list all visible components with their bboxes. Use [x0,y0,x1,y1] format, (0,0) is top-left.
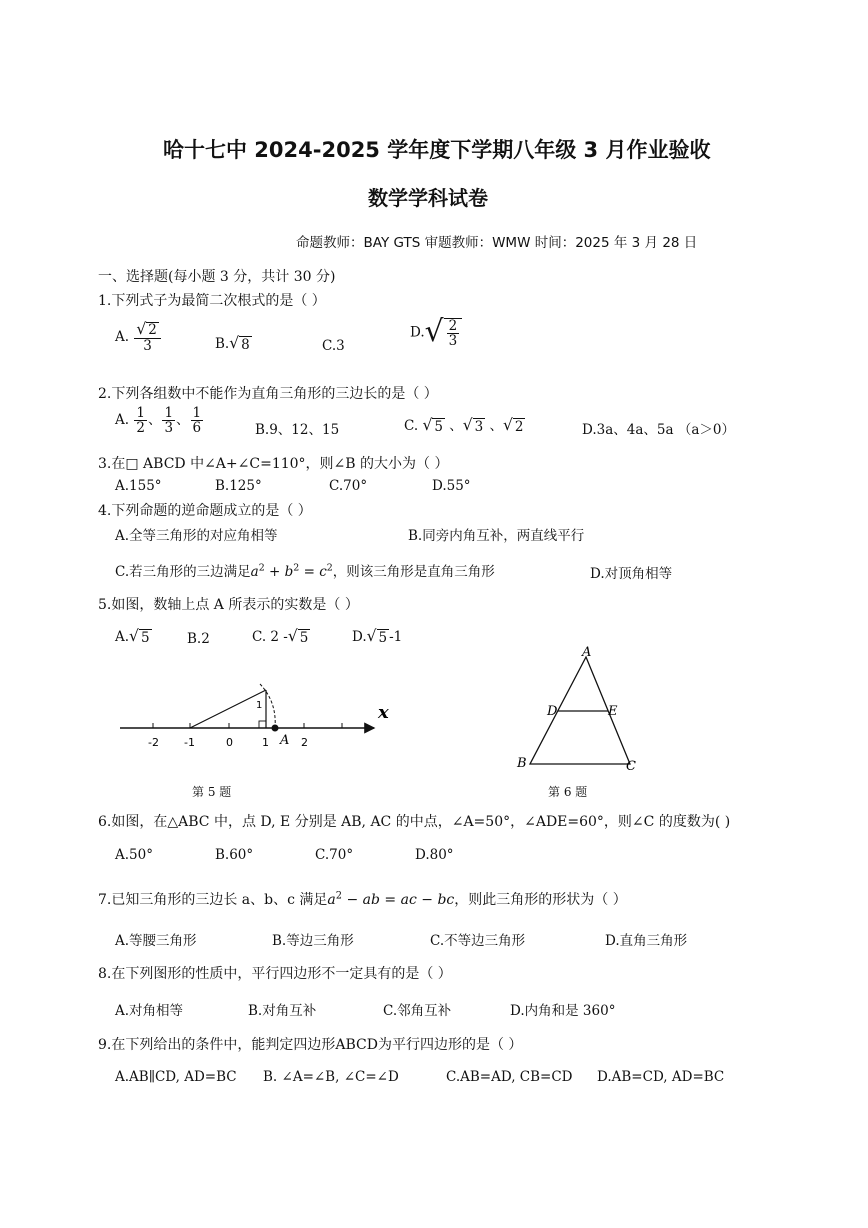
q2-option-c[interactable]: C. √ 5 、 √ 3 、 √ 2 [404,416,524,435]
q3-option-d[interactable]: D.55° [432,478,471,494]
q6-option-d[interactable]: D.80° [415,847,454,863]
page-title: 哈十七中 2024-2025 学年度下学期八年级 3 月作业验收 [163,138,711,162]
label-e: E [608,704,618,719]
figure-6-triangle [512,645,642,775]
label-c: C [626,759,636,774]
q9-option-c[interactable]: C.AB=AD, CB=CD [446,1069,573,1085]
figure-5-caption: 第 5 题 [192,785,232,799]
question-6-stem: 6.如图，在△ABC 中，点 D, E 分别是 AB, AC 的中点，∠A=50°，∠ADE=60°，则∠C 的度数为( ) [98,814,731,830]
question-1-stem: 1.下列式子为最简二次根式的是（ ） [98,293,326,309]
question-8-stem: 8.在下列图形的性质中，平行四边形不一定具有的是（ ） [98,966,452,982]
sqrt: √ 8 [229,334,250,353]
page-subtitle: 数学学科试卷 [368,186,488,210]
q7-option-b[interactable]: B.等边三角形 [272,933,354,949]
q5-option-c[interactable]: C. 2 - √ 5 [252,627,309,646]
q2-option-b[interactable]: B.9、12、15 [255,422,340,438]
q7-option-d[interactable]: D.直角三角形 [605,933,688,949]
q5-option-d[interactable]: D. √ 5 -1 [352,627,403,646]
q4-option-b[interactable]: B.同旁内角互补，两直线平行 [408,528,585,544]
q6-option-c[interactable]: C.70° [315,847,354,863]
segment-length-label: 1 [256,700,263,711]
tick-label: 2 [301,736,308,749]
q1-option-d[interactable]: D. √ $\frac{2}{3}$ [410,318,462,348]
label-a: A [582,645,592,660]
q8-option-a[interactable]: A.对角相等 [115,1003,184,1019]
option-label: A. [115,328,130,345]
question-9-stem: 9.在下列给出的条件中，能判定四边形ABCD为平行四边形的是（ ） [98,1037,523,1053]
tick-label: -1 [184,736,195,749]
exam-info: 命题教师：BAY GTS 审题教师：WMW 时间：2025 年 3 月 28 日 [296,235,698,251]
q3-option-a[interactable]: A.155° [115,478,162,494]
tick-label: 1 [262,736,269,749]
q8-option-b[interactable]: B.对角互补 [248,1003,317,1019]
q3-option-c[interactable]: C.70° [329,478,368,494]
q5-option-a[interactable]: A. √ 5 [115,627,150,646]
hypotenuse [190,690,266,728]
fraction: √ 2 3 [134,322,160,353]
question-4-stem: 4.下列命题的逆命题成立的是（ ） [98,503,312,519]
q6-option-a[interactable]: A.50° [115,847,153,863]
q4-option-c[interactable]: C.若三角形的三边满足$a^2 + b^2 = c^2$，则该三角形是直角三角形 [115,562,495,580]
question-7-stem: 7.已知三角形的三边长 a、b、c 满足$a^2$ − ab = ac − bc，则此三角形的形状为（ ） [98,890,627,908]
q5-option-b[interactable]: B.2 [187,631,210,647]
q9-option-a[interactable]: A.AB∥CD, AD=BC [115,1069,237,1085]
q7-option-a[interactable]: A.等腰三角形 [115,933,197,949]
sqrt: √ $\frac{2}{3}$ [425,318,463,348]
q3-option-b[interactable]: B.125° [215,478,262,494]
right-angle-mark [259,721,266,728]
q2-option-a[interactable]: A. $\frac{1}{2}$ 、 $\frac{1}{3}$ 、 $\frac{1}{6}$ [115,405,202,437]
q8-option-c[interactable]: C.邻角互补 [383,1003,452,1019]
question-5-stem: 5.如图，数轴上点 A 所表示的实数是（ ） [98,597,359,613]
point-a-dot [272,725,279,732]
q4-option-d[interactable]: D.对顶角相等 [590,566,673,582]
q4-option-a[interactable]: A.全等三角形的对应角相等 [115,528,278,544]
tick-label: -2 [148,736,159,749]
section-heading: 一、选择题(每小题 3 分，共计 30 分) [98,269,336,285]
label-d: D [547,704,558,719]
q1-option-a[interactable] [115,322,162,353]
q2-option-d[interactable]: D.3a、4a、5a （a＞0） [582,422,735,438]
q7-option-c[interactable]: C.不等边三角形 [430,933,526,949]
q9-option-d[interactable]: D.AB=CD, AD=BC [597,1069,725,1085]
question-2-stem: 2.下列各组数中不能作为直角三角形的三边长的是（ ） [98,386,438,402]
q1-option-b[interactable]: B. √ 8 [215,334,250,353]
axis-variable: x [378,702,389,723]
point-a-label: A [280,733,290,748]
q1-option-c[interactable]: C.3 [322,338,345,354]
figure-5-number-line [112,680,412,770]
q6-option-b[interactable]: B.60° [215,847,254,863]
label-b: B [517,756,527,771]
tick-label: 0 [226,736,233,749]
figure-6-caption: 第 6 题 [548,785,588,799]
question-3-stem: 3.在□ ABCD 中∠A+∠C=110°，则∠B 的大小为（ ） [98,456,449,472]
q9-option-b[interactable]: B. ∠A=∠B, ∠C=∠D [263,1069,399,1085]
q8-option-d[interactable]: D.内角和是 360° [510,1003,616,1019]
